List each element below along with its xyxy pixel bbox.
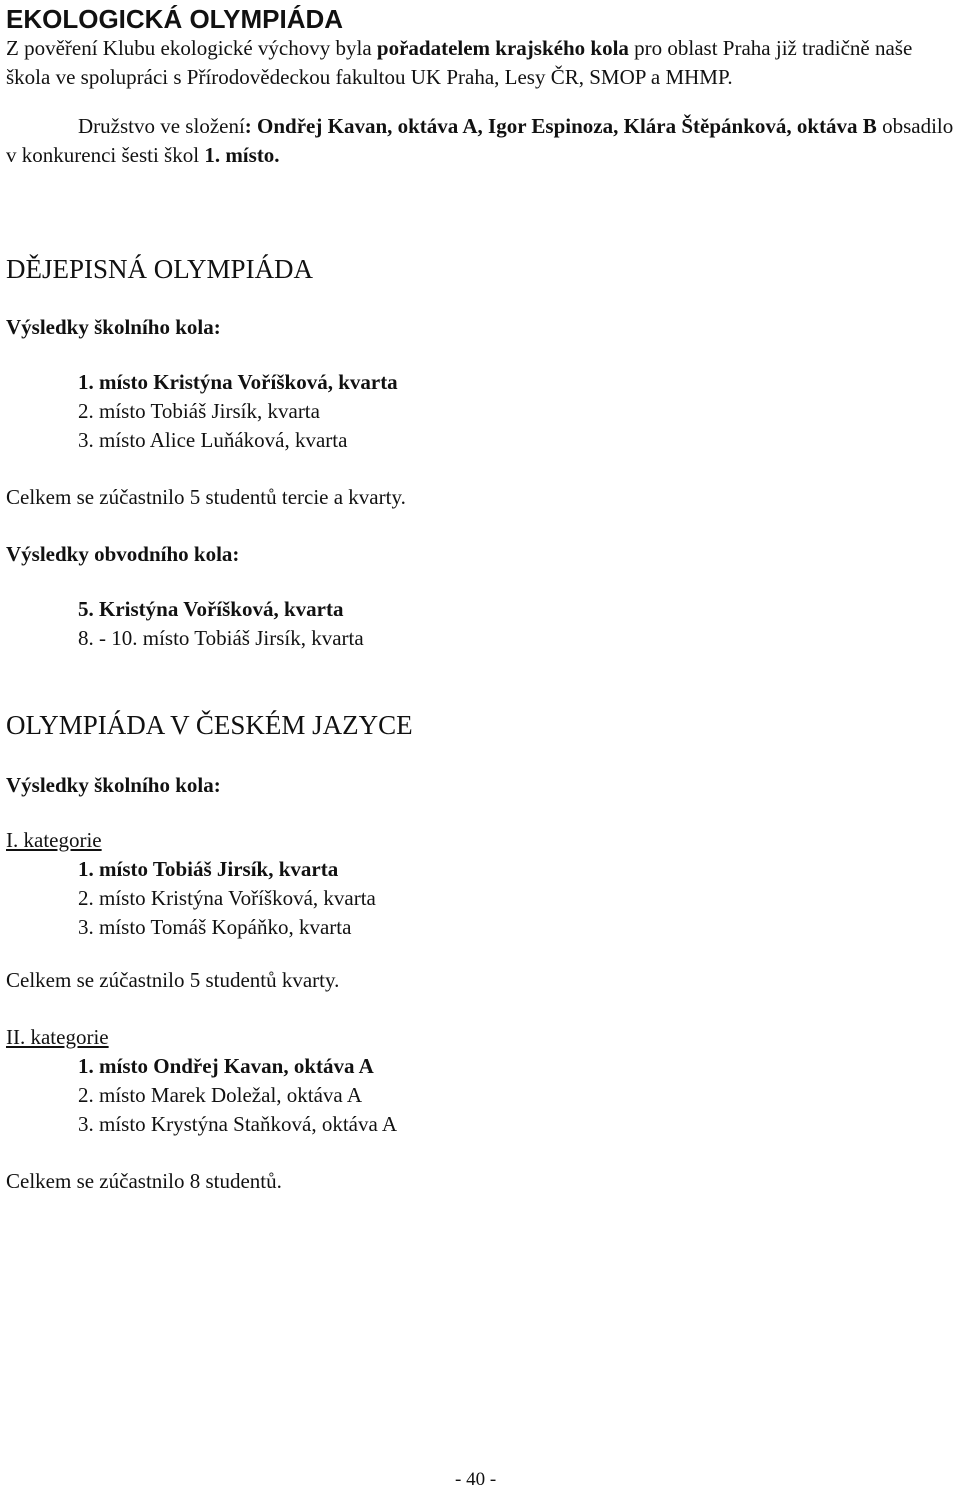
dejepis-school-total: Celkem se zúčastnilo 5 studentů tercie a kvarty. [6, 485, 406, 509]
cj-school-heading: Výsledky školního kola: [6, 773, 221, 797]
section-title-cesky-jazyk: OLYMPIÁDA V ČESKÉM JAZYCE [6, 710, 413, 740]
dejepis-school-heading: Výsledky školního kola: [6, 315, 221, 339]
list-item: 1. místo Tobiáš Jirsík, kvarta [78, 857, 339, 881]
list-item: 3. místo Alice Luňáková, kvarta [78, 428, 348, 452]
cj-category-1-results [6, 855, 954, 942]
list-item: 2. místo Tobiáš Jirsík, kvarta [78, 399, 320, 423]
cj-category-1-total: Celkem se zúčastnilo 5 studentů kvarty. [6, 968, 340, 992]
section-title-eko: EKOLOGICKÁ OLYMPIÁDA [6, 4, 344, 34]
eko-p2-place: 1. místo. [204, 143, 280, 167]
eko-p2-text-a: Družstvo ve složení [78, 114, 245, 138]
eko-p1-text-a: Z pověření Klubu ekologické výchovy byla [6, 36, 377, 60]
cj-category-1-label: I. kategorie [6, 828, 102, 852]
list-item: 2. místo Kristýna Voříšková, kvarta [78, 886, 376, 910]
list-item: 2. místo Marek Doležal, oktáva A [78, 1083, 363, 1107]
dejepis-district-results [6, 595, 954, 653]
eko-p1-text-c: pro oblast Praha již tradičně naše škola ve spolupráci s Přírodovědeckou fakultou UK Praha, Lesy ČR, SMOP a MHMP. [6, 36, 913, 89]
list-item: 3. místo Tomáš Kopáňko, kvarta [78, 915, 352, 939]
document-page [6, 0, 954, 1196]
dejepis-district-heading: Výsledky obvodního kola: [6, 542, 240, 566]
eko-paragraph-1 [6, 34, 954, 92]
eko-paragraph-2 [6, 112, 954, 170]
cj-category-2-results [6, 1052, 954, 1139]
list-item: 5. Kristýna Voříšková, kvarta [78, 597, 344, 621]
cj-category-2-total: Celkem se zúčastnilo 8 studentů. [6, 1169, 282, 1193]
list-item: 1. místo Ondřej Kavan, oktáva A [78, 1054, 374, 1078]
eko-p1-bold: pořadatelem krajského kola [376, 36, 629, 60]
list-item: 3. místo Krystýna Staňková, oktáva A [78, 1112, 398, 1136]
page-number: - 40 - [455, 1469, 497, 1490]
eko-p2-team: : Ondřej Kavan, oktáva A, Igor Espinoza, Klára Štěpánková, oktáva B [244, 114, 877, 138]
eko-p2-text-c: obsadilo v konkurenci šesti škol [6, 114, 954, 167]
list-item: 8. - 10. místo Tobiáš Jirsík, kvarta [78, 626, 364, 650]
list-item: 1. místo Kristýna Voříšková, kvarta [78, 370, 398, 394]
dejepis-school-results [6, 368, 954, 455]
section-title-dejepis: DĚJEPISNÁ OLYMPIÁDA [6, 254, 314, 284]
cj-category-2-label: II. kategorie [6, 1025, 109, 1049]
